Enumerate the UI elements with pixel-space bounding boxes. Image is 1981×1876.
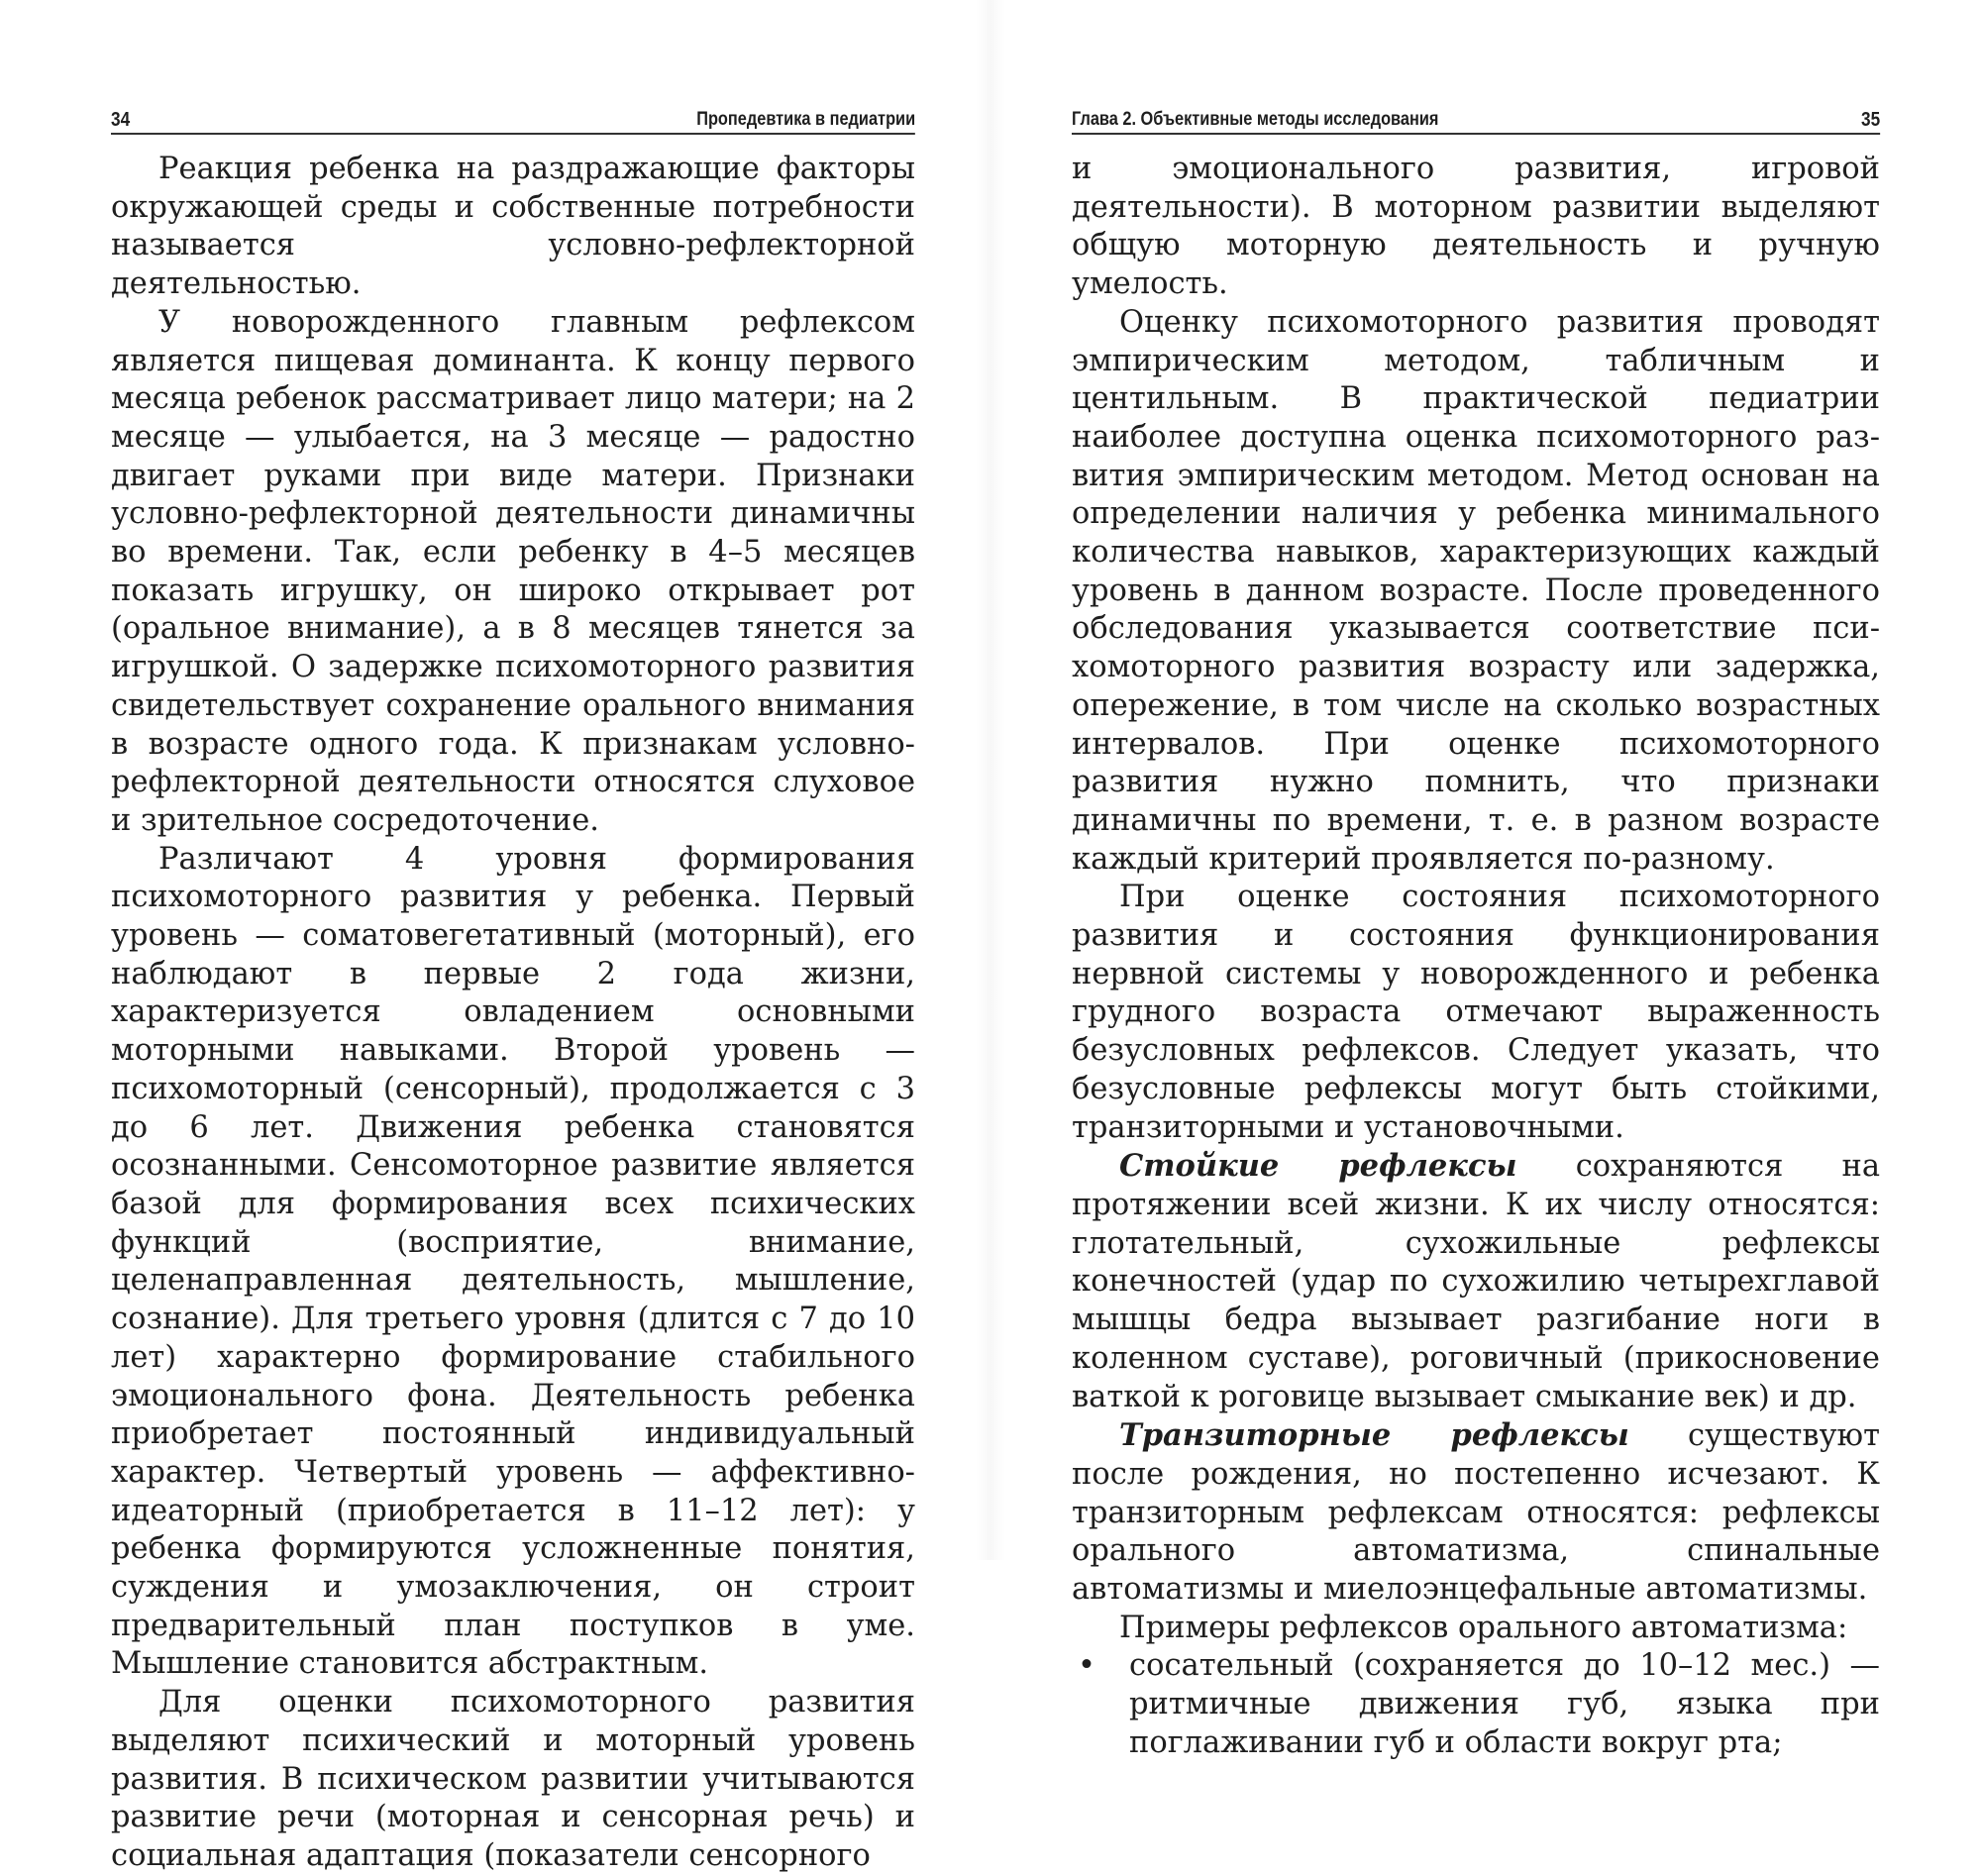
term-stable-reflexes: Стойкие рефлексы <box>1119 1148 1517 1185</box>
bullet-icon: • <box>1078 1648 1095 1684</box>
right-page <box>1072 107 1880 1763</box>
book-gutter <box>976 0 1005 1560</box>
left-running-title: Пропедевтика в педиатрии <box>696 109 916 130</box>
paragraph-continued: и эмоционального развития, игровой деятельности). В моторном развитии выделяют общую моторную деятельность и ручную умелость. <box>1072 152 1880 302</box>
paragraph: У новорожденного главным рефлексом является пищевая доминанта. К концу первого месяца ребенок рассматривает лицо матери; на 2 месяце — улыбается, на 3 месяце — радостно двигает руками при виде матери. Признаки условно-рефлекторной деятельности динамичны во времени. Так, если ребенку в 4–5 месяцев показать игрушку, он широко открывает рот (оральное внимание), а в 8 месяцев тянется за игрушкой. О задержке психомоторного развития свидетельствует сохранение орального внимания в возрасте одного года. К признакам условно-рефлекторной деятельности относятся слуховое и зрительное сосредоточение. <box>111 304 915 838</box>
transitory-reflexes-text: существуют после рождения, но постепенно исчезают. К транзиторным рефлексам относятся: рефлексы орального автоматизма, спинальные автоматизмы и миелоэнцефальные автоматизмы. <box>1072 1418 1880 1608</box>
paragraph-transitory-reflexes <box>1072 1416 1880 1610</box>
term-transitory-reflexes: Транзиторные рефлексы <box>1119 1417 1629 1454</box>
paragraph: Различают 4 уровня формирования психомоторного развития у ребенка. Первый уровень — соматовегетативный (моторный), его наблюдают в первые 2 года жизни, характеризуется овладением основными моторными навыками. Второй уровень — психомоторный (сенсорный), продолжается с 3 до 6 лет. Движения ребенка становятся осознанными. Сенсомоторное развитие является базой для формирования всех психических функций (восприятие, внимание, целенаправленная деятельность, мышление, сознание). Для третьего уровня (длится с 7 до 10 лет) характерно формирование стабильного эмоционального фона. Деятельность ребенка приобретает постоянный индивидуальный характер. Четвертый уровень — аффективно-идеаторный (приобретается в 11–12 лет): у ребенка формируются усложненные понятия, суждения и умозаключения, он строит предварительный план поступков в уме. Мышление становится абстрактным. <box>111 841 915 1682</box>
paragraph: Оценку психомоторного развития проводят эмпирическим методом, табличным и центильным. В практической педиатрии наиболее доступна оценка психомоторного развития эмпирическим методом. Метод основан на определении наличия у ребенка минимального количества навыков, характеризующих каждый уровень в данном возрасте. После проведенного обследования указывается соответствие психомоторного развития возрасту или задержка, опережение, в том числе на сколько возрастных интервалов. При оценке психомоторного развития нужно помнить, что признаки динамичны по времени, т. е. в разном возрасте каждый критерий проявляется по-разному. <box>1072 304 1880 877</box>
paragraph: Реакция ребенка на раздражающие факторы окружающей среды и собственные потребности называется условно-рефлекторной деятельностью. <box>111 152 915 302</box>
right-running-header <box>1072 107 1880 135</box>
paragraph-examples-intro: Примеры рефлексов орального автоматизма: <box>1119 1610 1848 1645</box>
paragraph: При оценке состояния психомоторного развития и состояния функционирования нервной системы у новорожденного и ребенка грудного возраста отмечают выраженность безусловных рефлексов. Следует указать, что безусловные рефлексы могут быть стойкими, транзиторными и установочными. <box>1072 880 1880 1145</box>
right-page-number: 35 <box>1861 109 1881 131</box>
list-item-text: сосательный (сохраняется до 10–12 мес.) — ритмичные движения губ, языка при поглаживании губ и области вокруг рта; <box>1129 1648 1880 1760</box>
paragraph: Для оценки психомоторного развития выделяют психический и моторный уровень развития. В психическом развитии учитываются развитие речи (моторная и сенсорная речь) и социальная адаптация (показатели сенсорного <box>111 1685 915 1873</box>
left-page <box>111 107 915 1876</box>
paragraph-stable-reflexes <box>1072 1147 1880 1416</box>
left-running-header <box>111 107 915 135</box>
right-body-text <box>1072 151 1880 1763</box>
list-item <box>1072 1647 1880 1762</box>
left-page-number: 34 <box>111 109 131 131</box>
left-body-text <box>111 151 915 1876</box>
right-running-title: Глава 2. Объективные методы исследования <box>1072 109 1439 130</box>
stable-reflexes-text: сохраняются на протяжении всей жизни. К их числу относятся: глотательный, сухожильные рефлексы конечностей (удар по сухожилию четырехглавой мышцы бедра вызывает разгибание ноги в коленном суставе), роговичный (прикосновение ваткой к роговице вызывает смыкание век) и др. <box>1072 1149 1881 1414</box>
